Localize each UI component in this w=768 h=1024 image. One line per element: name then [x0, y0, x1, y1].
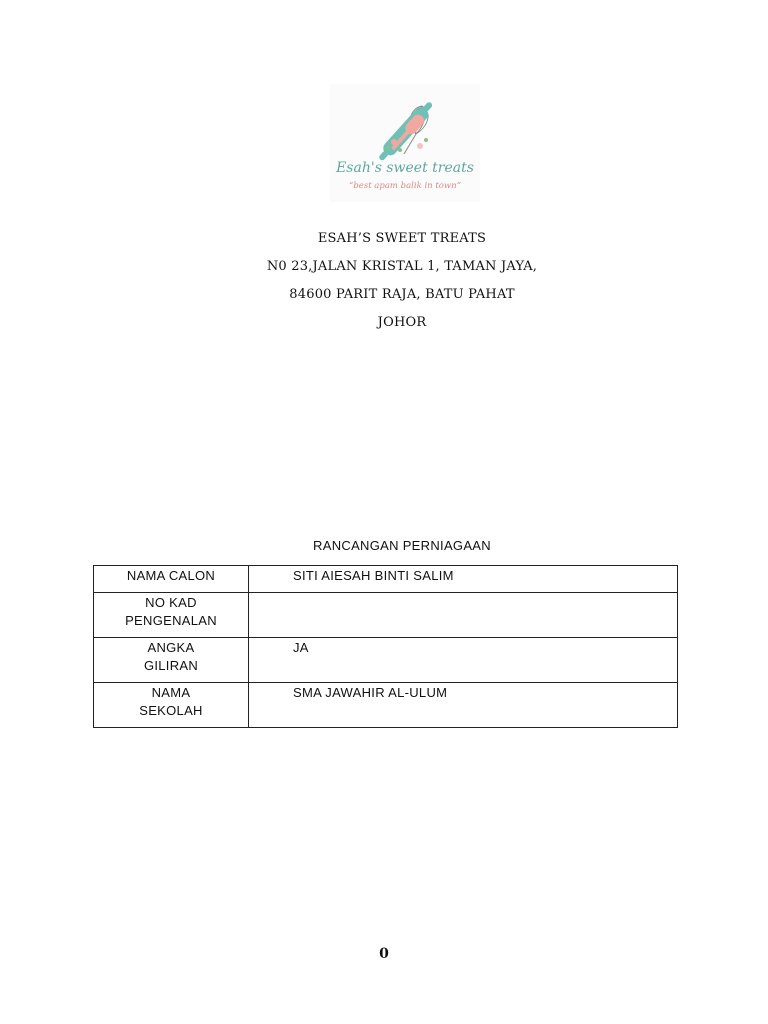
- row-value: [249, 593, 678, 638]
- row-value: SITI AIESAH BINTI SALIM: [249, 566, 678, 593]
- table-row: [94, 593, 678, 638]
- page-number: 0: [379, 946, 389, 962]
- candidate-info-table: [93, 565, 678, 728]
- table-row: [94, 638, 678, 683]
- address-line-3: JOHOR: [377, 315, 427, 330]
- address-line-2: 84600 PARIT RAJA, BATU PAHAT: [289, 287, 515, 302]
- row-label: ANGKA GILIRAN: [94, 638, 249, 683]
- row-label: NAMA CALON: [94, 566, 249, 593]
- table-row: [94, 566, 678, 593]
- business-logo: [330, 84, 480, 202]
- logo-wordmark: Esah's sweet treats: [336, 160, 474, 176]
- business-name: ESAH’S SWEET TREATS: [317, 231, 487, 246]
- table-row: [94, 683, 678, 728]
- address-line-1: N0 23,JALAN KRISTAL 1, TAMAN JAYA,: [266, 259, 538, 274]
- row-label: NAMA SEKOLAH: [94, 683, 249, 728]
- row-value: JA: [249, 638, 678, 683]
- row-label: NO KAD PENGENALAN: [94, 593, 249, 638]
- row-value: SMA JAWAHIR AL-ULUM: [249, 683, 678, 728]
- document-title: RANCANGAN PERNIAGAAN: [313, 538, 491, 553]
- logo-tagline: “best apam balik in town”: [349, 181, 461, 191]
